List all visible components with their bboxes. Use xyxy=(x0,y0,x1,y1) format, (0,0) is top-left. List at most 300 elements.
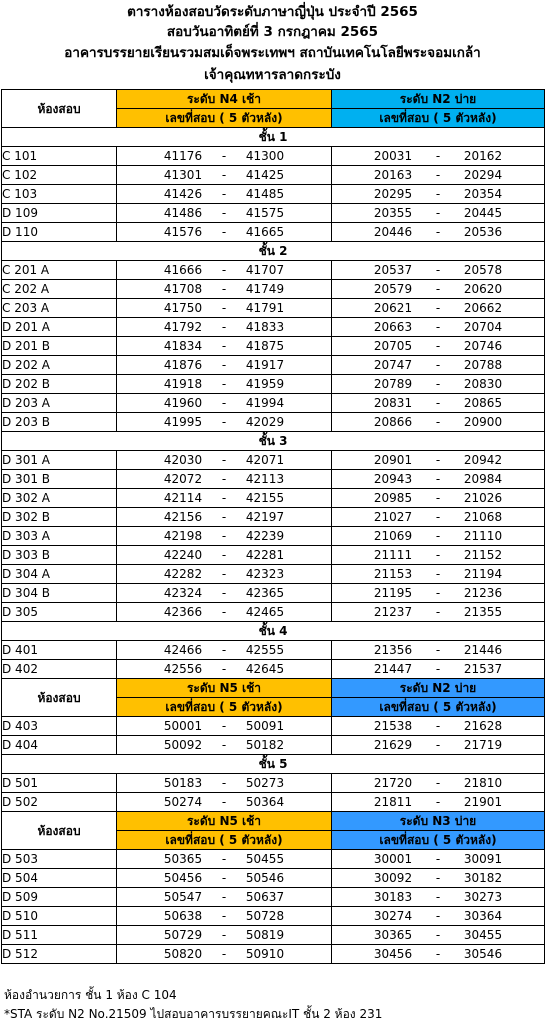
table-row xyxy=(2,508,545,527)
range-dash: - xyxy=(435,225,441,239)
range-dash: - xyxy=(435,187,441,201)
range-end: 41665 xyxy=(245,225,285,239)
range-start: 41960 xyxy=(163,396,203,410)
range-dash: - xyxy=(435,472,441,486)
exam-number-range xyxy=(332,793,545,812)
range-end: 41791 xyxy=(245,301,285,315)
table-row xyxy=(2,147,545,166)
exam-number-range xyxy=(117,907,332,926)
exam-number-range xyxy=(332,204,545,223)
range-end: 50091 xyxy=(245,719,285,733)
room-name: D 305 xyxy=(2,603,117,622)
range-start: 20831 xyxy=(373,396,413,410)
exam-number-range xyxy=(117,850,332,869)
range-dash: - xyxy=(221,225,227,239)
exam-number-range xyxy=(332,736,545,755)
range-dash: - xyxy=(221,586,227,600)
table-row xyxy=(2,945,545,964)
range-dash: - xyxy=(221,852,227,866)
range-end: 50182 xyxy=(245,738,285,752)
range-start: 41918 xyxy=(163,377,203,391)
exam-number-range xyxy=(117,166,332,185)
morning-exam-no-header: เลขที่สอบ ( 5 ตัวหลัง) xyxy=(117,831,332,850)
range-end: 21194 xyxy=(463,567,503,581)
room-name: D 109 xyxy=(2,204,117,223)
range-end: 21236 xyxy=(463,586,503,600)
range-dash: - xyxy=(221,320,227,334)
header-row-level xyxy=(2,812,545,831)
range-start: 50820 xyxy=(163,947,203,961)
range-dash: - xyxy=(221,909,227,923)
range-dash: - xyxy=(221,358,227,372)
exam-number-range xyxy=(332,356,545,375)
range-dash: - xyxy=(435,738,441,752)
range-dash: - xyxy=(435,149,441,163)
range-start: 20705 xyxy=(373,339,413,353)
room-name: D 203 A xyxy=(2,394,117,413)
table-row xyxy=(2,850,545,869)
range-end: 41749 xyxy=(245,282,285,296)
exam-number-range xyxy=(117,926,332,945)
range-dash: - xyxy=(221,472,227,486)
range-dash: - xyxy=(221,776,227,790)
floor-row xyxy=(2,128,545,147)
range-end: 42197 xyxy=(245,510,285,524)
title-line-2: สอบวันอาทิตย์ที่ 3 กรกฎาคม 2565 xyxy=(166,24,379,40)
range-end: 20578 xyxy=(463,263,503,277)
range-end: 20536 xyxy=(463,225,503,239)
range-dash: - xyxy=(435,320,441,334)
exam-number-range xyxy=(117,793,332,812)
exam-number-range xyxy=(332,261,545,280)
table-row xyxy=(2,451,545,470)
range-end: 41575 xyxy=(245,206,285,220)
room-name: D 404 xyxy=(2,736,117,755)
range-dash: - xyxy=(221,567,227,581)
room-name: D 304 A xyxy=(2,565,117,584)
exam-number-range xyxy=(117,527,332,546)
table-row xyxy=(2,907,545,926)
room-name: D 203 B xyxy=(2,413,117,432)
range-start: 30274 xyxy=(373,909,413,923)
table-row xyxy=(2,185,545,204)
range-start: 21538 xyxy=(373,719,413,733)
range-start: 50183 xyxy=(163,776,203,790)
range-end: 20865 xyxy=(463,396,503,410)
range-dash: - xyxy=(221,168,227,182)
table-row xyxy=(2,565,545,584)
range-end: 42239 xyxy=(245,529,285,543)
sta-note: *STA ระดับ N2 No.21509 ไปสอบอาคารบรรยายคณะIT ชั้น 2 ห้อง 231 xyxy=(4,1007,383,1021)
range-end: 42155 xyxy=(245,491,285,505)
exam-number-range xyxy=(332,945,545,964)
room-name: C 202 A xyxy=(2,280,117,299)
exam-number-range xyxy=(117,147,332,166)
exam-number-range xyxy=(117,299,332,318)
table-row xyxy=(2,223,545,242)
exam-number-range xyxy=(117,356,332,375)
exam-number-range xyxy=(332,451,545,470)
room-name: D 501 xyxy=(2,774,117,793)
exam-room-table xyxy=(1,89,545,964)
exam-number-range xyxy=(332,527,545,546)
range-start: 21237 xyxy=(373,605,413,619)
exam-number-range xyxy=(117,185,332,204)
room-name: D 303 B xyxy=(2,546,117,565)
exam-number-range xyxy=(332,489,545,508)
table-row xyxy=(2,356,545,375)
room-name: D 303 A xyxy=(2,527,117,546)
range-start: 42072 xyxy=(163,472,203,486)
exam-number-range xyxy=(117,945,332,964)
table-row xyxy=(2,793,545,812)
range-dash: - xyxy=(221,396,227,410)
range-end: 21355 xyxy=(463,605,503,619)
range-dash: - xyxy=(221,738,227,752)
range-end: 21628 xyxy=(463,719,503,733)
range-dash: - xyxy=(435,206,441,220)
range-start: 42366 xyxy=(163,605,203,619)
range-end: 21110 xyxy=(463,529,503,543)
exam-number-range xyxy=(117,660,332,679)
morning-level-header: ระดับ N4 เช้า xyxy=(117,90,332,109)
range-start: 21153 xyxy=(373,567,413,581)
exam-number-range xyxy=(117,736,332,755)
range-end: 42555 xyxy=(245,643,285,657)
exam-number-range xyxy=(117,261,332,280)
floor-label: ชั้น 4 xyxy=(2,622,545,641)
range-start: 50274 xyxy=(163,795,203,809)
range-start: 41750 xyxy=(163,301,203,315)
exam-number-range xyxy=(332,166,545,185)
range-start: 42240 xyxy=(163,548,203,562)
range-start: 41576 xyxy=(163,225,203,239)
range-dash: - xyxy=(435,890,441,904)
range-start: 42556 xyxy=(163,662,203,676)
range-start: 20355 xyxy=(373,206,413,220)
range-start: 21447 xyxy=(373,662,413,676)
range-end: 50546 xyxy=(245,871,285,885)
range-start: 41792 xyxy=(163,320,203,334)
table-row xyxy=(2,261,545,280)
range-start: 42030 xyxy=(163,453,203,467)
range-end: 30546 xyxy=(463,947,503,961)
range-end: 20704 xyxy=(463,320,503,334)
table-row xyxy=(2,280,545,299)
range-end: 42113 xyxy=(245,472,285,486)
range-dash: - xyxy=(221,947,227,961)
range-start: 30183 xyxy=(373,890,413,904)
exam-number-range xyxy=(117,565,332,584)
exam-number-range xyxy=(332,546,545,565)
range-end: 21537 xyxy=(463,662,503,676)
range-start: 21069 xyxy=(373,529,413,543)
exam-number-range xyxy=(117,337,332,356)
exam-number-range xyxy=(117,451,332,470)
range-dash: - xyxy=(221,928,227,942)
title-line-4: เจ้าคุณทหารลาดกระบัง xyxy=(204,67,341,83)
range-dash: - xyxy=(221,605,227,619)
range-end: 50364 xyxy=(245,795,285,809)
exam-number-range xyxy=(332,774,545,793)
range-dash: - xyxy=(435,586,441,600)
range-start: 20663 xyxy=(373,320,413,334)
range-dash: - xyxy=(435,852,441,866)
table-row xyxy=(2,318,545,337)
range-dash: - xyxy=(221,339,227,353)
range-end: 50637 xyxy=(245,890,285,904)
exam-number-range xyxy=(332,603,545,622)
table-row xyxy=(2,375,545,394)
range-start: 50638 xyxy=(163,909,203,923)
range-start: 20866 xyxy=(373,415,413,429)
exam-number-range xyxy=(332,907,545,926)
exam-number-range xyxy=(332,147,545,166)
title-line-1: ตารางห้องสอบวัดระดับภาษาญี่ปุ่น ประจำปี 2565 xyxy=(127,4,418,20)
range-end: 30182 xyxy=(463,871,503,885)
exam-number-range xyxy=(117,774,332,793)
header-row-level xyxy=(2,90,545,109)
room-column-header: ห้องสอบ xyxy=(2,90,117,128)
exam-number-range xyxy=(332,337,545,356)
range-start: 42114 xyxy=(163,491,203,505)
range-end: 50728 xyxy=(245,909,285,923)
range-end: 20162 xyxy=(463,149,503,163)
exam-number-range xyxy=(117,318,332,337)
floor-label: ชั้น 2 xyxy=(2,242,545,261)
range-start: 50456 xyxy=(163,871,203,885)
range-end: 50819 xyxy=(245,928,285,942)
range-dash: - xyxy=(435,928,441,942)
control-room-note: ห้องอำนวยการ ชั้น 1 ห้อง C 104 xyxy=(4,988,177,1002)
range-dash: - xyxy=(435,776,441,790)
range-end: 21901 xyxy=(463,795,503,809)
range-start: 42324 xyxy=(163,586,203,600)
range-end: 21152 xyxy=(463,548,503,562)
range-dash: - xyxy=(221,795,227,809)
range-start: 41876 xyxy=(163,358,203,372)
room-name: D 201 B xyxy=(2,337,117,356)
range-dash: - xyxy=(435,168,441,182)
range-dash: - xyxy=(435,491,441,505)
range-dash: - xyxy=(221,491,227,505)
range-end: 20746 xyxy=(463,339,503,353)
range-start: 20901 xyxy=(373,453,413,467)
range-start: 20579 xyxy=(373,282,413,296)
exam-number-range xyxy=(117,584,332,603)
range-end: 20445 xyxy=(463,206,503,220)
table-row xyxy=(2,413,545,432)
range-start: 20537 xyxy=(373,263,413,277)
range-start: 20295 xyxy=(373,187,413,201)
range-start: 21629 xyxy=(373,738,413,752)
room-name: D 302 A xyxy=(2,489,117,508)
range-dash: - xyxy=(435,510,441,524)
range-start: 20446 xyxy=(373,225,413,239)
table-row xyxy=(2,166,545,185)
morning-exam-no-header: เลขที่สอบ ( 5 ตัวหลัง) xyxy=(117,698,332,717)
range-dash: - xyxy=(435,301,441,315)
floor-label: ชั้น 1 xyxy=(2,128,545,147)
range-end: 50910 xyxy=(245,947,285,961)
range-end: 50273 xyxy=(245,776,285,790)
range-end: 20662 xyxy=(463,301,503,315)
range-start: 20789 xyxy=(373,377,413,391)
range-end: 42029 xyxy=(245,415,285,429)
exam-number-range xyxy=(332,869,545,888)
table-row xyxy=(2,641,545,660)
afternoon-exam-no-header: เลขที่สอบ ( 5 ตัวหลัง) xyxy=(332,109,545,128)
exam-number-range xyxy=(332,375,545,394)
range-end: 42465 xyxy=(245,605,285,619)
room-name: C 201 A xyxy=(2,261,117,280)
range-end: 21068 xyxy=(463,510,503,524)
range-start: 41666 xyxy=(163,263,203,277)
range-end: 30455 xyxy=(463,928,503,942)
exam-number-range xyxy=(117,717,332,736)
range-end: 50455 xyxy=(245,852,285,866)
exam-number-range xyxy=(117,204,332,223)
range-start: 41708 xyxy=(163,282,203,296)
room-name: D 304 B xyxy=(2,584,117,603)
exam-number-range xyxy=(332,926,545,945)
range-start: 30001 xyxy=(373,852,413,866)
range-start: 30456 xyxy=(373,947,413,961)
range-start: 42466 xyxy=(163,643,203,657)
exam-number-range xyxy=(117,489,332,508)
exam-number-range xyxy=(117,394,332,413)
range-start: 20031 xyxy=(373,149,413,163)
range-dash: - xyxy=(435,719,441,733)
range-dash: - xyxy=(435,358,441,372)
range-start: 21720 xyxy=(373,776,413,790)
exam-number-range xyxy=(117,641,332,660)
range-start: 42282 xyxy=(163,567,203,581)
range-start: 42156 xyxy=(163,510,203,524)
range-dash: - xyxy=(221,529,227,543)
exam-number-range xyxy=(332,223,545,242)
range-dash: - xyxy=(435,643,441,657)
floor-row xyxy=(2,622,545,641)
range-dash: - xyxy=(221,890,227,904)
afternoon-level-header: ระดับ N2 บ่าย xyxy=(332,90,545,109)
range-end: 30273 xyxy=(463,890,503,904)
table-row xyxy=(2,736,545,755)
range-end: 20830 xyxy=(463,377,503,391)
room-name: C 102 xyxy=(2,166,117,185)
range-dash: - xyxy=(221,301,227,315)
range-dash: - xyxy=(435,282,441,296)
range-dash: - xyxy=(435,567,441,581)
range-dash: - xyxy=(221,643,227,657)
exam-number-range xyxy=(332,280,545,299)
range-start: 30092 xyxy=(373,871,413,885)
exam-number-range xyxy=(117,223,332,242)
exam-number-range xyxy=(332,584,545,603)
morning-level-header: ระดับ N5 เช้า xyxy=(117,679,332,698)
range-dash: - xyxy=(435,548,441,562)
range-dash: - xyxy=(435,263,441,277)
range-end: 21719 xyxy=(463,738,503,752)
range-start: 21195 xyxy=(373,586,413,600)
range-dash: - xyxy=(221,415,227,429)
range-start: 50365 xyxy=(163,852,203,866)
range-start: 50547 xyxy=(163,890,203,904)
range-dash: - xyxy=(221,548,227,562)
range-start: 21811 xyxy=(373,795,413,809)
room-name: D 110 xyxy=(2,223,117,242)
floor-row xyxy=(2,242,545,261)
morning-exam-no-header: เลขที่สอบ ( 5 ตัวหลัง) xyxy=(117,109,332,128)
range-dash: - xyxy=(435,529,441,543)
exam-number-range xyxy=(332,413,545,432)
exam-number-range xyxy=(332,508,545,527)
room-name: D 512 xyxy=(2,945,117,964)
range-end: 41300 xyxy=(245,149,285,163)
range-dash: - xyxy=(435,377,441,391)
range-end: 20984 xyxy=(463,472,503,486)
range-end: 41875 xyxy=(245,339,285,353)
afternoon-level-header: ระดับ N2 บ่าย xyxy=(332,679,545,698)
header-row-level xyxy=(2,679,545,698)
range-end: 20294 xyxy=(463,168,503,182)
range-end: 20942 xyxy=(463,453,503,467)
range-end: 41707 xyxy=(245,263,285,277)
afternoon-level-header: ระดับ N3 บ่าย xyxy=(332,812,545,831)
range-start: 21356 xyxy=(373,643,413,657)
table-row xyxy=(2,584,545,603)
range-start: 41301 xyxy=(163,168,203,182)
exam-number-range xyxy=(117,375,332,394)
range-end: 41425 xyxy=(245,168,285,182)
table-row xyxy=(2,774,545,793)
range-start: 41834 xyxy=(163,339,203,353)
range-end: 41833 xyxy=(245,320,285,334)
table-row xyxy=(2,204,545,223)
range-start: 41486 xyxy=(163,206,203,220)
exam-number-range xyxy=(117,508,332,527)
room-name: D 510 xyxy=(2,907,117,926)
exam-number-range xyxy=(117,413,332,432)
range-start: 41426 xyxy=(163,187,203,201)
exam-number-range xyxy=(332,470,545,489)
range-end: 30091 xyxy=(463,852,503,866)
range-dash: - xyxy=(435,947,441,961)
room-name: D 511 xyxy=(2,926,117,945)
exam-number-range xyxy=(332,888,545,907)
exam-number-range xyxy=(117,470,332,489)
room-name: D 402 xyxy=(2,660,117,679)
morning-level-header: ระดับ N5 เช้า xyxy=(117,812,332,831)
range-start: 20621 xyxy=(373,301,413,315)
floor-row xyxy=(2,432,545,451)
table-row xyxy=(2,527,545,546)
range-end: 21446 xyxy=(463,643,503,657)
range-end: 41485 xyxy=(245,187,285,201)
range-dash: - xyxy=(221,149,227,163)
range-dash: - xyxy=(435,662,441,676)
range-end: 42281 xyxy=(245,548,285,562)
range-end: 42365 xyxy=(245,586,285,600)
range-dash: - xyxy=(435,453,441,467)
exam-number-range xyxy=(117,869,332,888)
range-dash: - xyxy=(435,605,441,619)
range-end: 30364 xyxy=(463,909,503,923)
room-name: D 301 B xyxy=(2,470,117,489)
exam-number-range xyxy=(117,280,332,299)
range-end: 42071 xyxy=(245,453,285,467)
range-dash: - xyxy=(435,795,441,809)
